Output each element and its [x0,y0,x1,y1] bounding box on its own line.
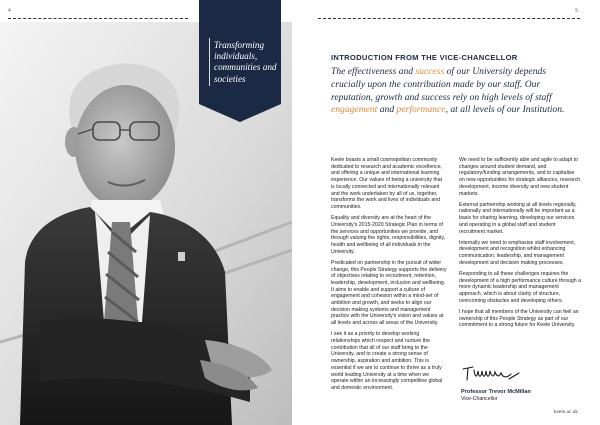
handwritten-signature [461,364,521,384]
quote-part-2: of our University depends crucially upon the contribution made by our staff. Our reputation, growth and success rely on high levels of staff [331,66,552,103]
body-paragraph: External partnership working at all levels regionally, nationally and internationally will be important as a basis for sharing learning, developing our services and operating in a global staff and student recruitment market. [459,201,577,235]
banner-tagline: Transforming individuals, communities and societies [214,40,277,84]
body-paragraph: Internally we need to emphasise staff involvement, development and recognition whilst enhancing communication, leadership, and management development and decision making processes. [459,239,576,266]
body-paragraph: I hope that all members of the University can feel an ownership of this People Strategy as part of our commitment to a strong future for Keele University. [459,309,579,329]
quote-highlight-success: success [415,66,445,77]
body-paragraph: Predicated on partnership in the pursuit of wider change, this People Strategy supports the delivery of objectives relating to recruitment, retention, leadership, development, inclusion and wellbeing. It aims to enable and support a culture of engagement and cohesion within a mind-set of ambition and growth, and seeks to align our decision making systems and management practice with the University's vision and values at all levels and across all areas of the University. [331,259,447,327]
banner-rule [209,38,210,86]
dashed-rule-left [8,18,188,19]
body-paragraph: Keele boasts a small cosmopolitan community dedicated to research and academic excellence, and offering a unique and international learning experience. Our values of being a university that is locally connected and internationally relevant and the work undertaken by all of us, together, transforms the work and lives of individuals and communities. [331,157,443,210]
quote-part-1: The effectiveness and [331,66,416,77]
section-heading: INTRODUCTION FROM THE VICE-CHANCELLOR [331,53,518,62]
body-paragraph: We need to be sufficiently able and agile to adapt to changes around student demand, and regulatory/funding arrangements, and to capitalise on new opportunities for strategic alliances, research development, income diversity and new student markets. [459,157,581,197]
body-column-right [459,157,581,334]
page-number-right: 5 [575,8,578,14]
pull-quote [331,66,581,117]
website-link[interactable]: keele.ac.uk [553,409,578,415]
quote-highlight-engagement: engagement [331,104,378,116]
body-paragraph: I see it as a priority to develop working relationships which respect and nurture the contribution that all of our staff bring to the University, and to create a strong sense of ownership, aspiration and ambition. This is essential if we are to continue to thrive as a truly world leading University at a time when we operate within an increasingly competitive global and domestic environment. [331,331,443,391]
body-column-left [331,157,447,396]
dashed-rule-right [318,18,580,19]
quote-part-3: and [377,104,397,116]
banner-notch [199,104,281,122]
body-paragraph: Equality and diversity are at the heart of the University's 2015-2020 Strategic Plan in terms of the services and opportunities we provide, and through valuing the rights, responsibilities, dignity, health and wellbeing of all individuals in the University. [331,215,446,255]
signatory-title: Vice-Chancellor [461,396,498,402]
quote-highlight-performance: performance [396,104,446,116]
page-number-left: 4 [8,8,11,14]
body-paragraph: Responding to all these challenges requires the development of a high performance culture through a more dynamic leadership and management approach, which is about clarity of structure, overcoming obstacles and developing others. [459,271,581,304]
quote-part-4: , at all levels of our Institution. [445,104,565,116]
signatory-name: Professor Trevor McMillan [461,389,531,395]
